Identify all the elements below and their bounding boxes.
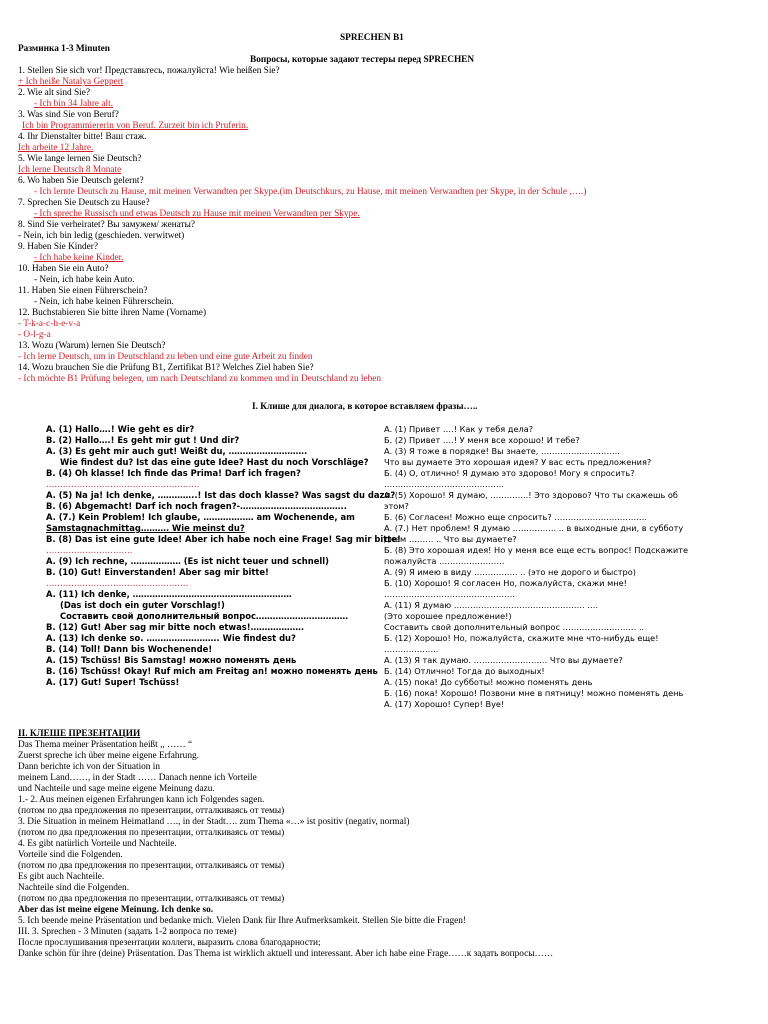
question-line: - Ich spreche Russisch und etwas Deutsch zu Hause mit meinen Verwandten per Skype.	[34, 209, 360, 219]
dialog-german-line: Составить свой дополнительный вопрос……………………………	[60, 611, 349, 621]
dialog-german-line: (Das ist doch ein guter Vorschlag!)	[60, 600, 225, 610]
question-line: 14. Wozu brauchen Sie die Prüfung B1, Zertifikat B1? Welches Ziel haben Sie?	[18, 363, 314, 373]
question-line: 12. Buchstabieren Sie bitte ihren Name (Vorname)	[18, 308, 207, 318]
question-line: 4. Ihr Dienstalter bitte! Ваш стаж.	[18, 132, 147, 142]
dialog-german-line: Wie findest du? Ist das eine gute Idee? Hast du noch Vorschläge?	[60, 457, 369, 467]
dialog-german-line: ………………………….	[46, 545, 133, 555]
dialog-german-line: ……………………………………………	[46, 578, 189, 588]
dialog-german-line: B. (6) Abgemacht! Darf ich noch fragen?-………………………………..	[46, 501, 347, 511]
dialog-russian-line: днем ……… .. Что вы думаете?	[384, 534, 517, 544]
dialog-german-line: A. (9) Ich rechne, ……………… (Es ist nicht teuer und schnell)	[46, 556, 329, 566]
question-line: 11. Haben Sie einen Führerschein?	[18, 286, 148, 296]
dialog-russian-line: Б. (12) Хорошо! Но, пожалуйста, скажите мне что-нибудь еще!	[384, 633, 659, 643]
question-line: 7. Sprechen Sie Deutsch zu Hause?	[18, 198, 150, 208]
presentation-line: Das Thema meiner Präsentation heißt ,, …… “	[18, 740, 193, 750]
dialog-german-line: B. (8) Das ist eine gute Idee! Aber ich habe noch eine Frage! Sag mir bitte!	[46, 534, 401, 544]
dialog-russian-line: А. (9) Я имею в виду ……………. .. (это не дорого и быстро)	[384, 567, 636, 577]
question-line: Ich lerne Deutsch 8 Monate	[18, 165, 122, 175]
page-title: SPRECHEN B1	[340, 33, 404, 43]
presentation-line: 5. Ich beende meine Präsentation und bedanke mich. Vielen Dank für Ihre Aufmerksamkeit. Stellen Sie bitte die Fragen!	[18, 916, 466, 926]
question-line: - Ich habe keine Kinder.	[34, 253, 124, 263]
dialog-russian-line: Б. (8) Это хорошая идея! Но у меня все еще есть вопрос! Подскажите	[384, 545, 689, 555]
dialog-german-line: B. (2) Hallo….! Es geht mir gut ! Und dir?	[46, 435, 240, 445]
dialog-german-line: A. (7.) Kein Problem! Ich glaube, ……………… am Wochenende, am	[46, 512, 355, 522]
presentation-line: Danke schön für ihre (deine) Präsentation. Das Thema ist wirklich aktuell und interessant. Aber ich habe eine Frage……к задать вопросы……	[18, 949, 554, 959]
question-line: - T-k-a-c-h-e-v-a	[18, 319, 81, 329]
dialog-german-line: B. (16) Tschüss! Okay! Ruf mich am Freitag an! можно поменять день	[46, 666, 378, 676]
presentation-line: 4. Es gibt natürlich Vorteile und Nachteile.	[18, 839, 177, 849]
question-line: + Ich heiße Natalya Geppert	[18, 77, 124, 87]
section-dialog-title: I. Клише для диалога, в которое вставляем фразы…..	[252, 402, 478, 412]
dialog-german-line: B. (10) Gut! Einverstanden! Aber sag mir bitte!	[46, 567, 269, 577]
dialog-russian-line: А. (15) пока! До субботы! можно поменять день	[384, 677, 593, 687]
presentation-line: und Nachteile und sage meine eigene Meinung dazu.	[18, 784, 215, 794]
question-line: 3. Was sind Sie von Beruf?	[18, 110, 119, 120]
dialog-german-line: A. (17) Gut! Super! Tschüss!	[46, 677, 180, 687]
dialog-russian-line: А. (5) Хорошо! Я думаю, …………..! Это здорово? Что ты скажешь об	[384, 490, 678, 500]
question-line: - Ich möchte B1 Prüfung belegen, um nach Deutschland zu kommen und in Deutschland zu leben	[18, 374, 381, 384]
question-line: 10. Haben Sie ein Auto?	[18, 264, 109, 274]
presentation-line: 1.- 2. Aus meinen eigenen Erfahrungen kann ich Folgendes sagen.	[18, 795, 265, 805]
question-line: 13. Wozu (Warum) lernen Sie Deutsch?	[18, 341, 166, 351]
question-line: 6. Wo haben Sie Deutsch gelernt?	[18, 176, 144, 186]
question-line: 5. Wie lange lernen Sie Deutsch?	[18, 154, 142, 164]
presentation-line: (потом по два предложения по презентации, отталкиваясь от темы)	[18, 806, 285, 816]
dialog-russian-line: А. (13) Я так думаю. ……………………… Что вы думаете?	[384, 655, 623, 665]
dialog-german-line: A. (1) Hallo….! Wie geht es dir?	[46, 424, 195, 434]
dialog-german-line: A. (3) Es geht mir auch gut! Weißt du, ……………………….	[46, 446, 308, 456]
dialog-german-line: A. (11) Ich denke, …………………………………………………	[46, 589, 292, 599]
presentation-line: Aber das ist meine eigene Meinung. Ich denke so.	[18, 905, 214, 915]
dialog-german-line: A. (5) Na ja! Ich denke, …………..! Ist das doch klasse? Was sagst du dazu?	[46, 490, 396, 500]
dialog-russian-line: Б. (4) О, отлично! Я думаю это здорово! Могу я спросить?	[384, 468, 635, 478]
question-line: - O-l-g-a	[18, 330, 51, 340]
presentation-line: 3. Die Situation in meinem Heimatland …., in der Stadt…. zum Thema «…» ist positiv (negativ, normal)	[18, 817, 410, 827]
dialog-russian-line: Б. (16) пока! Хорошо! Позвони мне в пятницу! можно поменять день	[384, 688, 684, 698]
dialog-russian-line: пожалуйста ……………………	[384, 556, 505, 566]
presentation-line: meinem Land……, in der Stadt …… Danach nenne ich Vorteile	[18, 773, 257, 783]
dialog-russian-line: ……………………………………..	[384, 479, 504, 489]
dialog-german-line: Samstagnachmittag………. Wie meinst du?	[46, 523, 245, 533]
dialog-russian-line: А. (11) Я думаю ………………………………………… ….	[384, 600, 599, 610]
presentation-line: Dann berichte ich von der Situation in	[18, 762, 160, 772]
question-line: - Ich bin 34 Jahre alt.	[34, 99, 113, 109]
question-line: - Ich lernte Deutsch zu Hause, mit meinen Verwandten per Skype.(im Deutschkurs, zu Hause, mit meinen Verwandten per Skype, in der Schule ,….)	[34, 187, 587, 197]
question-line: - Nein, ich habe keinen Führerschein.	[34, 297, 174, 307]
question-line: Ich bin Programmiererin von Beruf. Zurzeit bin ich Pruferin.	[22, 121, 249, 131]
presentation-line: Es gibt auch Nachteile.	[18, 872, 105, 882]
dialog-russian-line: А. (17) Хорошо! Супер! Вуе!	[384, 699, 505, 709]
dialog-russian-line: А. (3) Я тоже в порядке! Вы знаете, ………………………..	[384, 446, 620, 456]
dialog-russian-line: (Это хорошее предложение!)	[384, 611, 512, 621]
presentation-line: (потом по два предложения по презентации, отталкиваясь от темы)	[18, 828, 285, 838]
question-line: 2. Wie alt sind Sie?	[18, 88, 91, 98]
dialog-german-line: A. (13) Ich denke so. …………………….. Wie findest du?	[46, 633, 296, 643]
dialog-russian-line: Б. (10) Хорошо! Я согласен Но, пожалуйста, скажи мне!	[384, 578, 627, 588]
question-line: 1. Stellen Sie sich vor! Представьтесь, пожалуйста! Wie heißen Sie?	[18, 66, 280, 76]
questions-subtitle: Вопросы, которые задают тестеры перед SPRECHEN	[250, 55, 475, 65]
question-line: 8. Sind Sie verheiratet? Вы замужем/ женаты?	[18, 220, 195, 230]
presentation-line: (потом по два предложения по презентации, отталкиваясь от темы)	[18, 894, 285, 904]
presentation-line: Vorteile sind die Folgenden.	[18, 850, 123, 860]
dialog-german-line: ……………………………………………….	[46, 479, 200, 489]
dialog-russian-line: А. (7.) Нет проблем! Я думаю ……………. .. в выходные дни, в субботу	[384, 523, 684, 533]
question-line: - Ich lerne Deutsch, um in Deutschland zu leben und eine gute Arbeit zu finden	[18, 352, 313, 362]
dialog-german-line: A. (15) Tschüss! Bis Samstag! можно поменять день	[46, 655, 297, 665]
dialog-russian-line: Составить свой дополнительный вопрос ……………………… ..	[384, 622, 645, 632]
presentation-line: (потом по два предложения по презентации, отталкиваясь от темы)	[18, 861, 285, 871]
question-line: Ich arbeite 12 Jahre.	[18, 143, 94, 153]
warmup-heading: Разминка 1-3 Minuten	[18, 44, 110, 54]
dialog-german-line: B. (4) Oh klasse! Ich finde das Prima! Darf ich fragen?	[46, 468, 301, 478]
dialog-german-line: B. (12) Gut! Aber sag mir bitte noch etwas!……………….	[46, 622, 305, 632]
presentation-line: III. 3. Sprechen - 3 Minuten (задать 1-2 вопроса по теме)	[18, 927, 237, 937]
presentation-line: II. КЛЕШЕ ПРЕЗЕНТАЦИИ	[18, 729, 141, 739]
dialog-russian-line: этом?	[384, 501, 409, 511]
question-line: - Nein, ich bin ledig (geschieden. verwitwet)	[18, 231, 185, 241]
question-line: 9. Haben Sie Kinder?	[18, 242, 99, 252]
dialog-russian-line: Что вы думаете Это хорошая идея? У вас есть предложения?	[384, 457, 652, 467]
dialog-german-line: B. (14) Toll! Dann bis Wochenende!	[46, 644, 213, 654]
presentation-line: Nachteile sind die Folgenden.	[18, 883, 130, 893]
question-line: - Nein, ich habe kein Auto.	[34, 275, 135, 285]
dialog-russian-line: Б. (14) Отлично! Тогда до выходных!	[384, 666, 545, 676]
dialog-russian-line: Б. (6) Согласен! Можно еще спросить? …………………………….	[384, 512, 647, 522]
presentation-line: После прослушивания презентации коллеги, выразить слова благодарности;	[18, 938, 321, 948]
dialog-russian-line: ………………..	[384, 644, 439, 654]
presentation-line: Zuerst spreche ich über meine eigene Erfahrung.	[18, 751, 199, 761]
dialog-russian-line: А. (1) Привет ….! Как у тебя дела?	[384, 424, 534, 434]
dialog-russian-line: …………………………………………	[384, 589, 515, 599]
dialog-russian-line: Б. (2) Привет ….! У меня все хорошо! И тебе?	[384, 435, 580, 445]
